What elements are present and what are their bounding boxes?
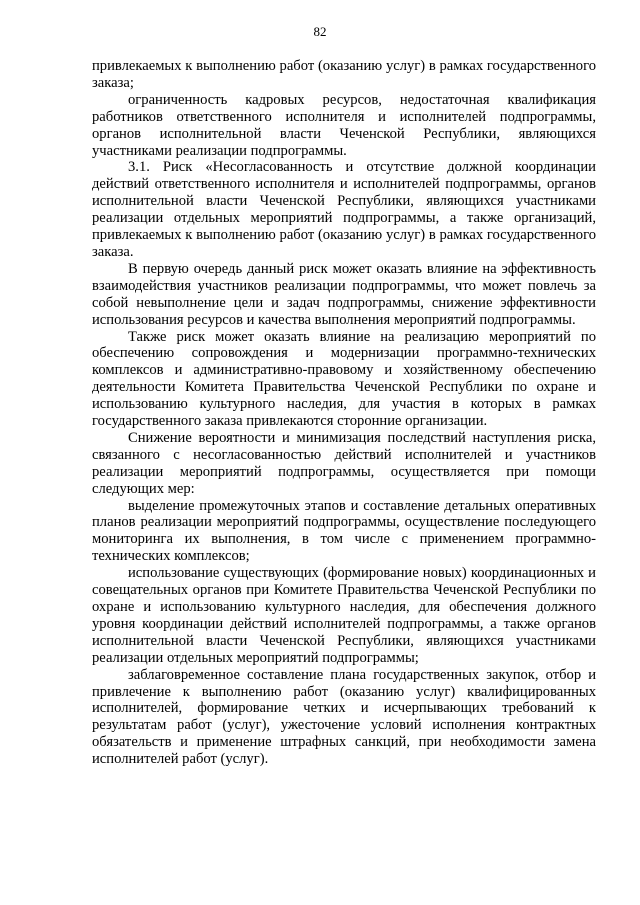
page-number: 82 xyxy=(313,24,327,39)
paragraph-mitigation-intro: Снижение вероятности и минимизация последствий наступления риска, связанного с несогласованностью действий исполнителей и участников реализации мероприятий подпрограммы, осуществляется при помощи следующих мер: xyxy=(92,429,596,497)
paragraph-risk-influence: Также риск может оказать влияние на реализацию мероприятий по обеспечению сопровождения и модернизации программно-технических комплексов и административно-правовому и хозяйственному обеспечению деятельности Комитета Правительства Чеченской Республики по охране и использованию культурного наследия, для участия в которых в рамках государственного заказа привлекаются сторонние организации. xyxy=(92,328,596,430)
paragraph-measure-procurement: заблаговременное составление плана государственных закупок, отбор и привлечение к выполнению работ (оказанию услуг) квалифицированных исполнителей, формирование четких и исчерпывающих требований к результатам работ (услуг), ужесточение условий исполнения контрактных обязательств и применение штрафных санкций, при необходимости замена исполнителей работ (услуг). xyxy=(92,666,596,768)
paragraph-limited-resources: ограниченность кадровых ресурсов, недостаточная квалификация работников ответственного исполнителя и исполнителей подпрограммы, органов исполнительной власти Чеченской Республики, являющихся участниками реализации подпрограммы. xyxy=(92,91,596,159)
paragraph-continuation: привлекаемых к выполнению работ (оказанию услуг) в рамках государственного заказа; xyxy=(92,58,596,91)
paragraph-measure-coordination: использование существующих (формирование новых) координационных и совещательных органов при Комитете Правительства Чеченской Республики по охране и использованию культурного наследия, для обеспечения должного уровня координации действий исполнителей подпрограммы, а также органов исполнительной власти Чеченской Республики, являющихся участниками реализации отдельных мероприятий подпрограммы; xyxy=(92,565,596,666)
paragraph-risk-3-1: 3.1. Риск «Несогласованность и отсутствие должной координации действий ответственного исполнителя и исполнителей подпрограммы, органов исполнительной власти Чеченской Республики, являющихся участниками реализации отдельных мероприятий подпрограммы, а также организаций, привлекаемых к выполнению работ (оказанию услуг) в рамках государственного заказа. xyxy=(92,159,596,260)
paragraph-risk-impact: В первую очередь данный риск может оказать влияние на эффективность взаимодействия участников реализации подпрограммы, что может повлечь за собой невыполнение цели и задач подпрограммы, снижение эффективности использования ресурсов и качества выполнения мероприятий подпрограммы. xyxy=(92,260,596,328)
paragraph-measure-stages: выделение промежуточных этапов и составление детальных оперативных планов реализации мероприятий подпрограммы, осуществление последующего мониторинга их выполнения, в том числе с применением программно-технических комплексов; xyxy=(92,497,596,565)
document-body xyxy=(92,58,596,768)
